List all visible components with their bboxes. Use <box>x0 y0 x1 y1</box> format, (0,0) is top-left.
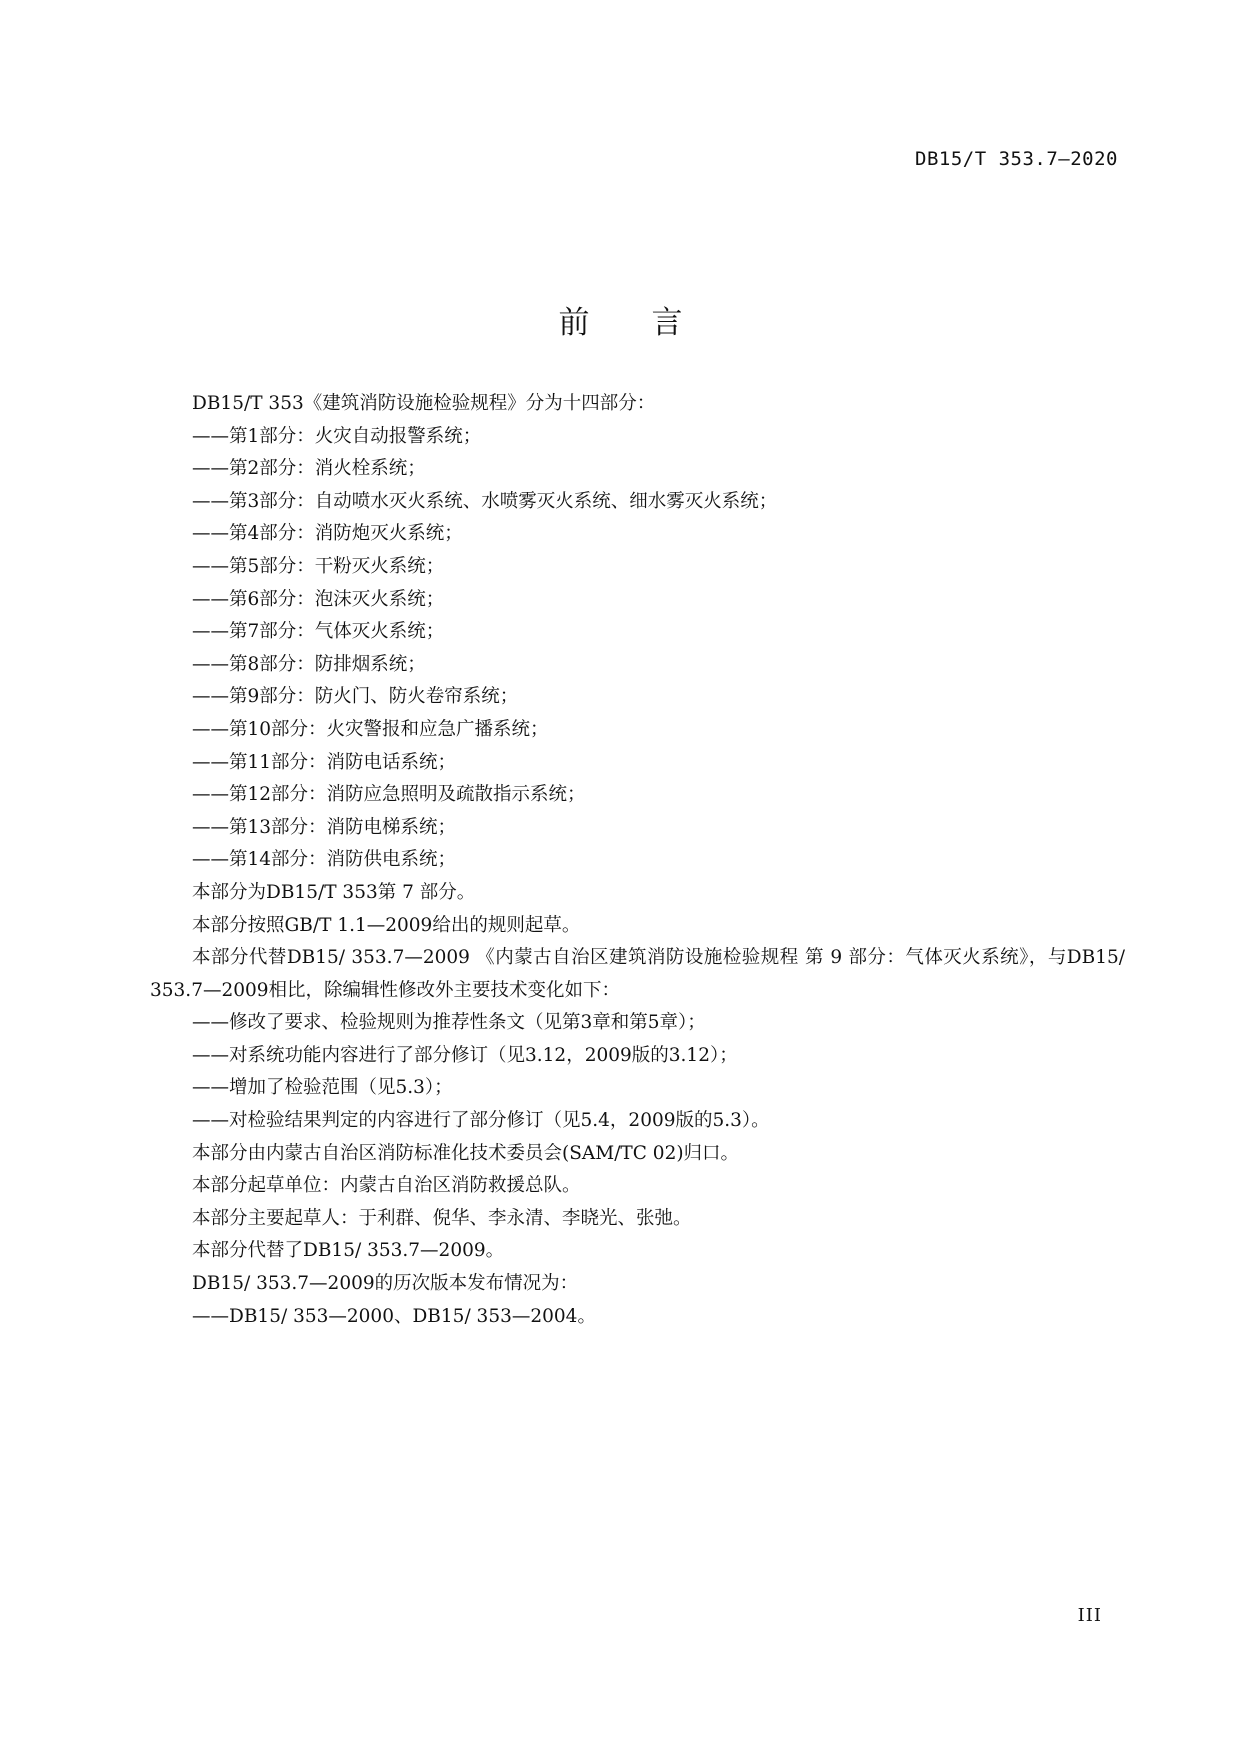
list-item-part: ——第2部分：消火栓系统； <box>192 458 426 480</box>
list-item-part: ——第3部分：自动喷水灭火系统、水喷雾灭火系统、细水雾灭火系统； <box>192 490 778 512</box>
list-item-part: ——第8部分：防排烟系统； <box>192 653 426 675</box>
list-item-part: ——第14部分：消防供电系统； <box>192 849 457 871</box>
list-item-part: ——第6部分：泡沫灭火系统； <box>192 588 445 610</box>
paragraph-drafters: 本部分主要起草人：于利群、倪华、李永清、李晓光、张弛。 <box>192 1207 692 1229</box>
list-item-history: ——DB15/ 353—2000、DB15/ 353—2004。 <box>192 1305 596 1327</box>
paragraph-intro: DB15/T 353《建筑消防设施检验规程》分为十四部分： <box>192 393 656 414</box>
list-item-part: ——第1部分：火灾自动报警系统； <box>192 425 482 447</box>
list-item-part: ——第12部分：消防应急照明及疏散指示系统； <box>192 784 586 806</box>
page-number: III <box>1077 1605 1102 1626</box>
list-item-part: ——第11部分：消防电话系统； <box>192 751 457 773</box>
paragraph-this-part: 本部分为DB15/T 353第 7 部分。 <box>192 881 476 903</box>
paragraph-drafting-unit: 本部分起草单位：内蒙古自治区消防救援总队。 <box>192 1175 581 1197</box>
document-body <box>150 388 1125 1333</box>
list-item-part: ——第9部分：防火门、防火卷帘系统； <box>192 686 519 708</box>
list-item-change: ——对检验结果判定的内容进行了部分修订（见5.4，2009版的5.3）。 <box>192 1110 770 1132</box>
list-item-part: ——第13部分：消防电梯系统； <box>192 816 457 838</box>
list-item-change: ——对系统功能内容进行了部分修订（见3.12，2009版的3.12）； <box>192 1044 738 1066</box>
paragraph-replacement: 本部分代替DB15/ 353.7—2009 《内蒙古自治区建筑消防设施检验规程 第 9 部分：气体灭火系统》，与DB15/ 353.7—2009相比，除编辑性修改外主要技术变化如下： <box>150 947 1125 1001</box>
list-item-part: ——第4部分：消防炮灭火系统； <box>192 523 463 545</box>
paragraph-replaced: 本部分代替了DB15/ 353.7—2009。 <box>192 1240 505 1262</box>
paragraph-drafting-rules: 本部分按照GB/T 1.1—2009给出的规则起草。 <box>192 914 581 936</box>
list-item-part: ——第5部分：干粉灭火系统； <box>192 555 445 577</box>
paragraph-committee: 本部分由内蒙古自治区消防标准化技术委员会(SAM/TC 02)归口。 <box>192 1142 740 1164</box>
list-item-part: ——第7部分：气体灭火系统； <box>192 621 445 643</box>
list-item-part: ——第10部分：火灾警报和应急广播系统； <box>192 718 549 740</box>
page-title: 前言 <box>558 304 745 341</box>
list-item-change: ——修改了要求、检验规则为推荐性条文（见第3章和第5章）； <box>192 1012 706 1034</box>
document-code: DB15/T 353.7—2020 <box>915 148 1118 170</box>
paragraph-history: DB15/ 353.7—2009的历次版本发布情况为： <box>192 1273 579 1295</box>
list-item-change: ——增加了检验范围（见5.3）； <box>192 1077 453 1099</box>
